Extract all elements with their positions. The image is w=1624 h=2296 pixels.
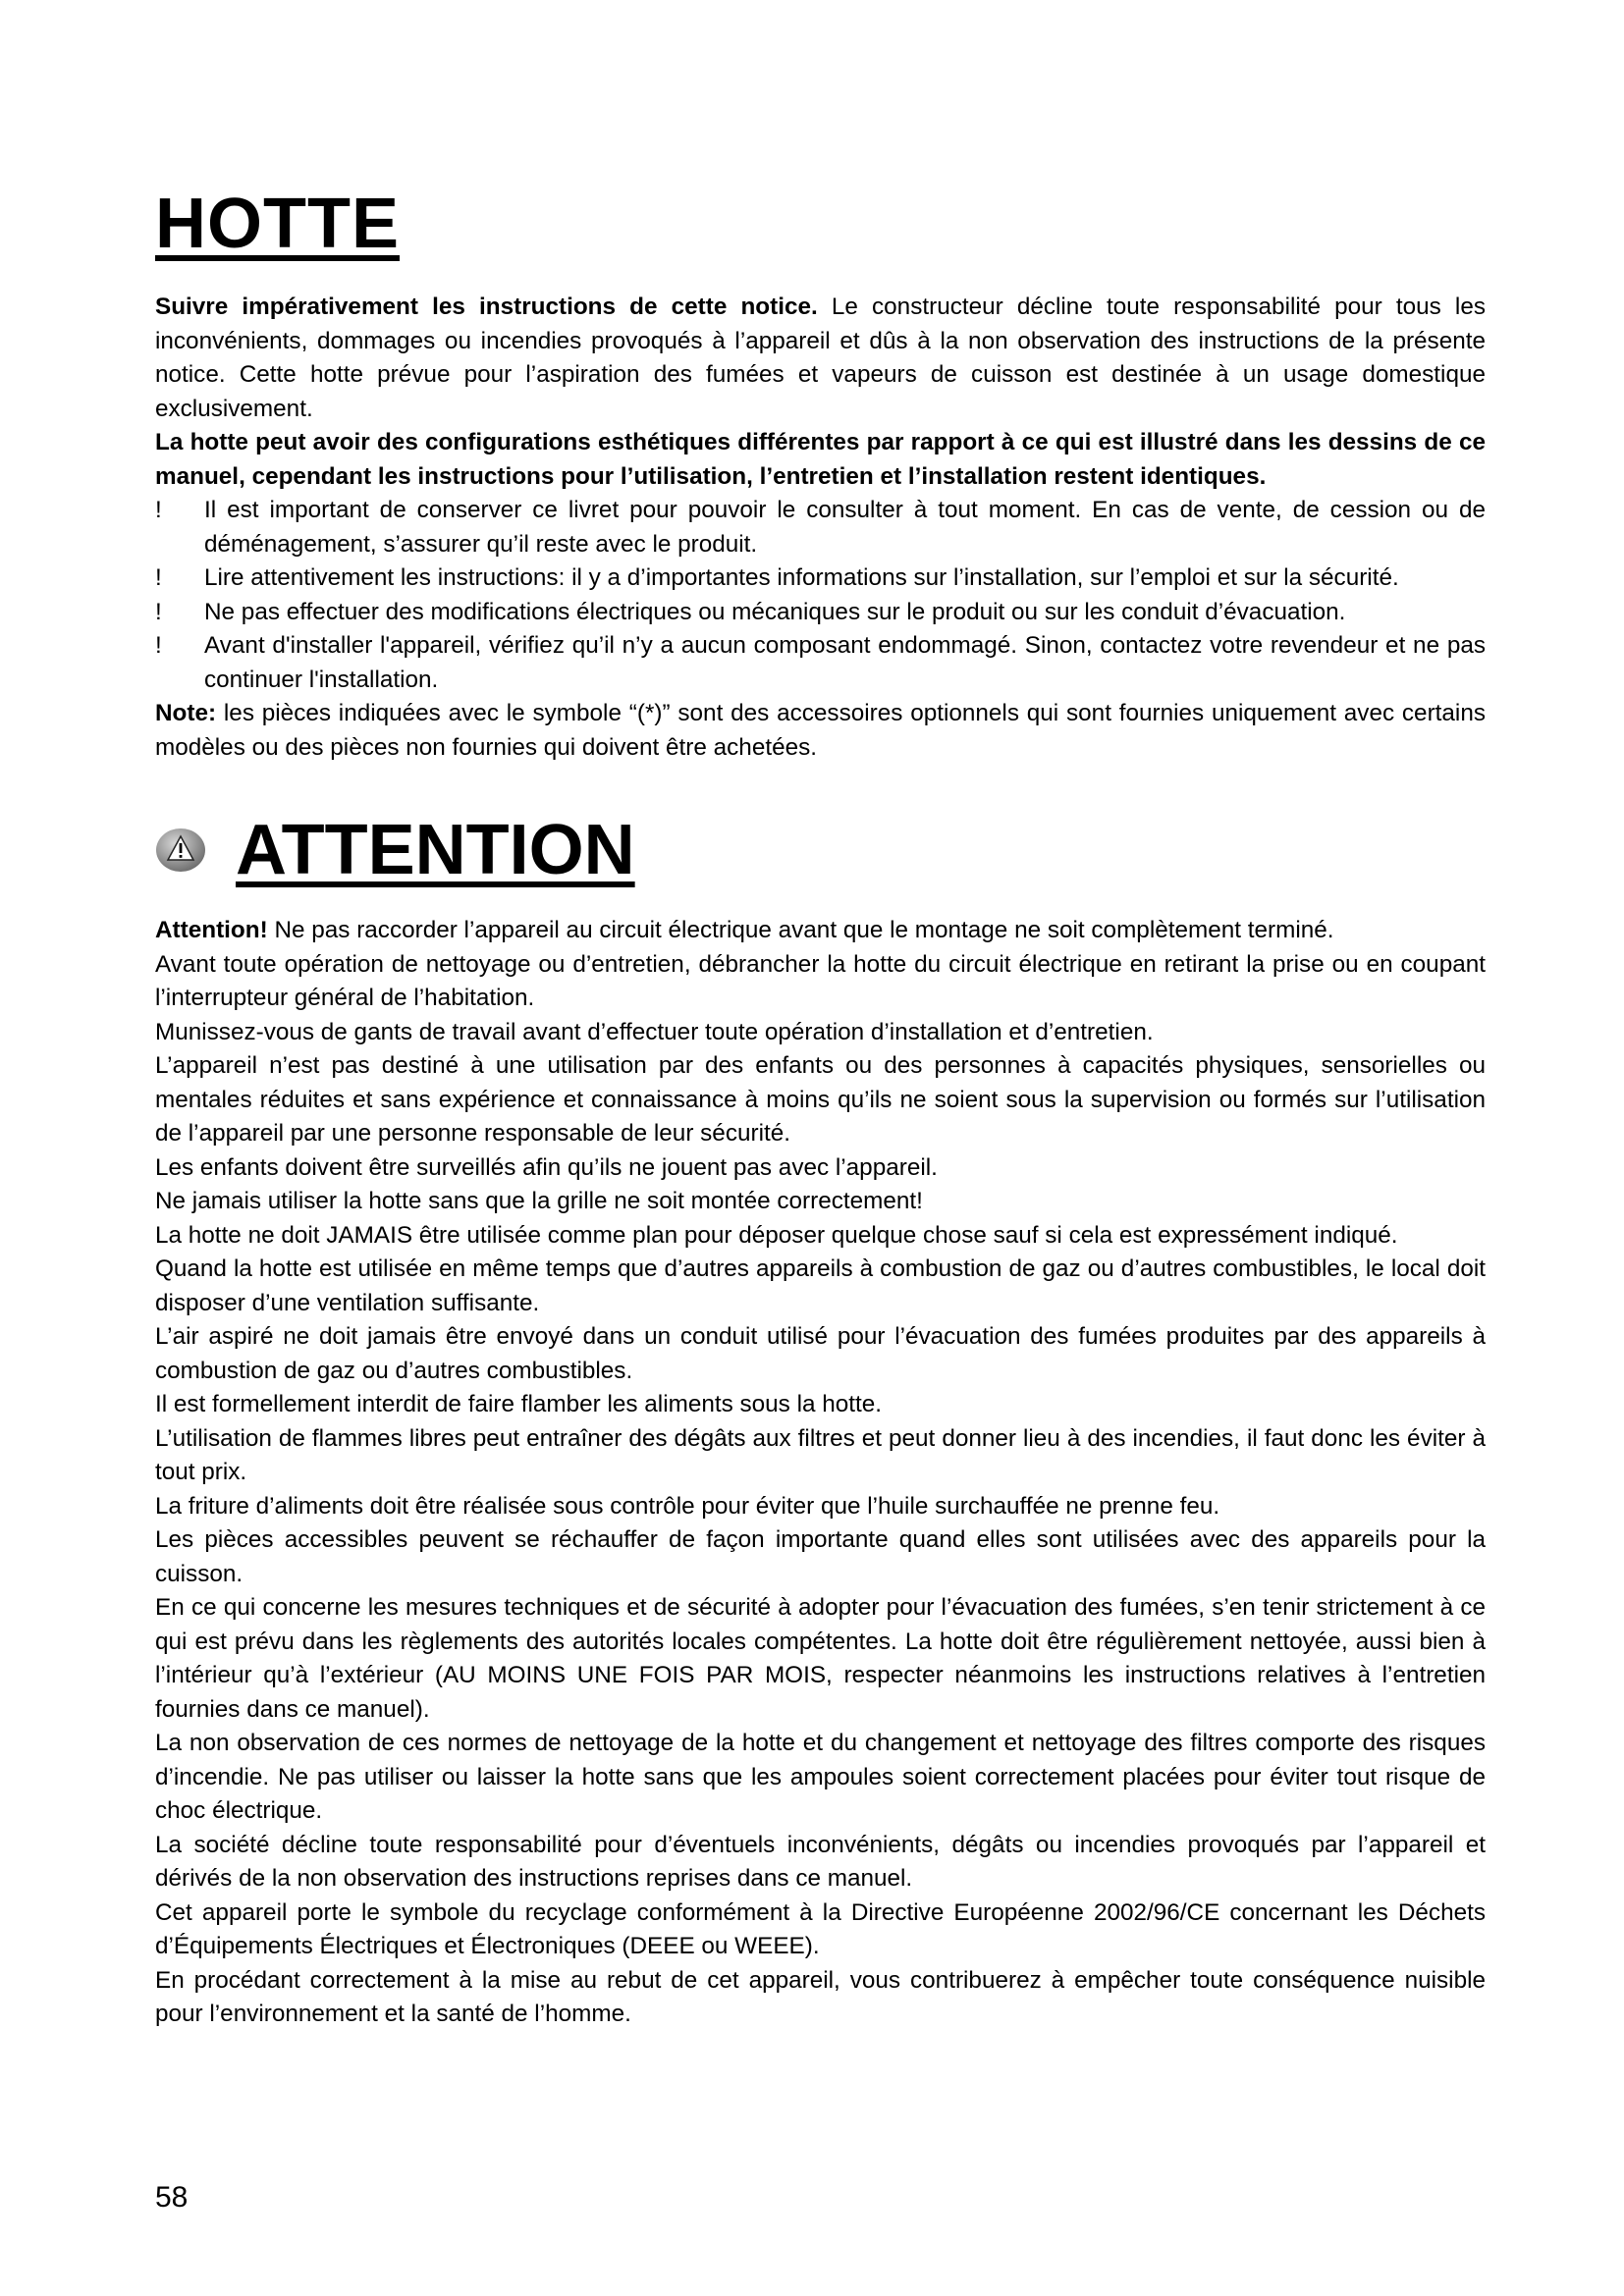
attention-paragraph: En procédant correctement à la mise au rebut de cet appareil, vous contribuerez à empêcher toute conséquence nuisible pour l’environnement et la santé de l’homme. (155, 1966, 1486, 2027)
page-content (155, 183, 1486, 2032)
intro-lead-bold: Suivre impérativement les instructions de cette notice. (155, 294, 818, 320)
exclamation-icon: ! (155, 632, 162, 659)
bullet-text: Il est important de conserver ce livret pour pouvoir le consulter à tout moment. En cas de vente, de cession ou de déménagement, s’assurer qu’il reste avec le produit. (204, 497, 1486, 558)
attention-paragraph: La société décline toute responsabilité pour d’éventuels inconvénients, dégâts ou incendies provoqués par l’appareil et dérivés de la non observation des instructions reprises dans ce manuel. (155, 1831, 1486, 1892)
exclamation-icon: ! (155, 497, 162, 523)
bullet-item (155, 596, 1486, 630)
bullet-text: Ne pas effectuer des modifications électriques ou mécaniques sur le produit ou sur les conduit d’évacuation. (204, 598, 1346, 625)
attention-paragraph-list (155, 948, 1486, 2032)
attention-paragraph: L’appareil n’est pas destiné à une utilisation par des enfants ou des personnes à capacités physiques, sensorielles ou mentales réduites et sans expérience et connaissance à moins qu’ils ne soient sous la supervision ou formés sur l’utilisation de l’appareil par une personne responsable de leur sécurité. (155, 1052, 1486, 1147)
page-title: HOTTE (155, 185, 400, 263)
intro-bold-paragraph: La hotte peut avoir des configurations esthétiques différentes par rapport à ce qui est illustré dans les dessins de ce manuel, cependant les instructions pour l’utilisation, l’entretien et l’installation restent identiques. (155, 429, 1486, 490)
attention-paragraph: La friture d’aliments doit être réalisée sous contrôle pour éviter que l’huile surchauffée ne prenne feu. (155, 1492, 1220, 1520)
attention-label: Attention! (155, 917, 268, 943)
intro-section (155, 291, 1486, 765)
attention-paragraph: L’air aspiré ne doit jamais être envoyé dans un conduit utilisé pour l’évacuation des fumées produites par des appareils à combustion de gaz ou d’autres combustibles. (155, 1323, 1486, 1384)
attention-heading (155, 806, 1486, 894)
attention-paragraph: La non observation de ces normes de nettoyage de la hotte et du changement et nettoyage des filtres comporte des risques d’incendie. Ne pas utiliser ou laisser la hotte sans que les ampoules soient correctement placées pour éviter tout risque de choc électrique. (155, 1730, 1486, 1824)
attention-paragraph: Quand la hotte est utilisée en même temps que d’autres appareils à combustion de gaz ou d’autres combustibles, le local doit disposer d’une ventilation suffisante. (155, 1255, 1486, 1316)
exclamation-icon: ! (155, 598, 162, 625)
attention-first-text: Ne pas raccorder l’appareil au circuit électrique avant que le montage ne soit complètement terminé. (267, 917, 1334, 943)
note-paragraph (155, 697, 1486, 765)
attention-paragraph: En ce qui concerne les mesures techniques et de sécurité à adopter pour l’évacuation des fumées, s’en tenir strictement à ce qui est prévu dans les règlements des autorités locales compétentes. La hotte doit être régulièrement nettoyée, aussi bien à l’intérieur qu’à l’extérieur (AU MOINS UNE FOIS PAR MOIS, respecter néanmoins les instructions relatives à l’entretien fournies dans ce manuel). (155, 1594, 1486, 1723)
bullet-text: Avant d'installer l'appareil, vérifiez qu’il n’y a aucun composant endommagé. Sinon, contactez votre revendeur et ne pas continuer l'installation. (204, 632, 1486, 693)
intro-lead-text: Le constructeur décline toute responsabilité pour tous les inconvénients, dommages ou incendies provoqués à l’appareil et dûs à la non observation des instructions de la présente notice. Cette hotte prévue pour l’aspiration des fumées et vapeurs de cuisson est destinée à un usage domestique exclusivement. (155, 294, 1486, 422)
bullet-item (155, 561, 1486, 596)
attention-paragraph: Ne jamais utiliser la hotte sans que la grille ne soit montée correctement! (155, 1188, 923, 1214)
intro-paragraph (155, 291, 1486, 426)
attention-paragraph: La hotte ne doit JAMAIS être utilisée comme plan pour déposer quelque chose sauf si cela est expressément indiqué. (155, 1221, 1398, 1249)
bullet-item (155, 494, 1486, 561)
exclamation-icon: ! (155, 564, 162, 591)
attention-paragraph (155, 914, 1486, 948)
page-number: 58 (155, 2181, 189, 2214)
bullet-item (155, 629, 1486, 697)
attention-paragraph: Il est formellement interdit de faire flamber les aliments sous la hotte. (155, 1391, 883, 1417)
attention-paragraph: L’utilisation de flammes libres peut entraîner des dégâts aux filtres et peut donner lieu à des incendies, il faut donc les éviter à tout prix. (155, 1424, 1486, 1485)
warning-icon (155, 828, 206, 873)
intro-bullet-list (155, 494, 1486, 697)
attention-section (155, 914, 1486, 2032)
attention-paragraph: Les pièces accessibles peuvent se réchauffer de façon importante quand elles sont utilisées avec des appareils pour la cuisson. (155, 1526, 1486, 1587)
attention-paragraph: Munissez-vous de gants de travail avant d’effectuer toute opération d’installation et d’entretien. (155, 1018, 1154, 1045)
attention-paragraph: Cet appareil porte le symbole du recyclage conformément à la Directive Européenne 2002/96/CE concernant les Déchets d’Équipements Électriques et Électroniques (DEEE ou WEEE). (155, 1898, 1486, 1959)
note-label: Note: (155, 700, 217, 726)
attention-paragraph: Avant toute opération de nettoyage ou d’entretien, débrancher la hotte du circuit électrique en retirant la prise ou en coupant l’interrupteur général de l’habitation. (155, 950, 1486, 1011)
note-text: les pièces indiquées avec le symbole “(*)” sont des accessoires optionnels qui sont fournies uniquement avec certains modèles ou des pièces non fournies qui doivent être achetées. (155, 700, 1486, 761)
bullet-text: Lire attentivement les instructions: il y a d’importantes informations sur l’installation, sur l’emploi et sur la sécurité. (204, 564, 1399, 591)
attention-title: ATTENTION (236, 811, 635, 889)
attention-paragraph: Les enfants doivent être surveillés afin qu’ils ne jouent pas avec l’appareil. (155, 1153, 938, 1181)
